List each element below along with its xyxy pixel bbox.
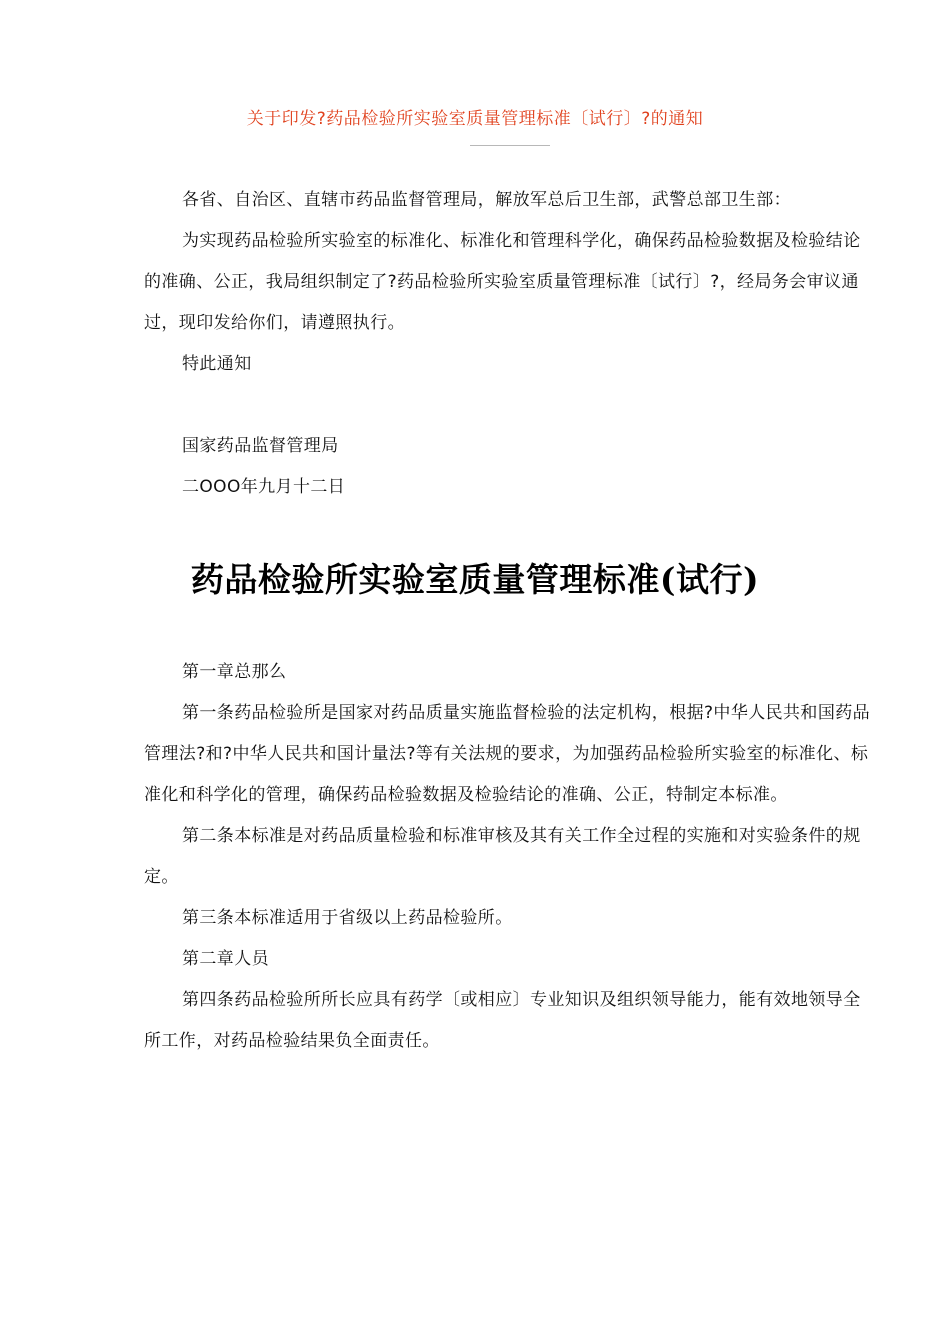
chapter-heading: 第一章总那么 bbox=[182, 662, 287, 682]
article-paragraph: 第一条药品检验所是国家对药品质量实施监督检验的法定机构，根据?中华人民共和国药品管理法?和?中华人民共和国计量法?等有关法规的要求，为加强药品检验所实验室的标准化、标准化和科学化的管理，确保药品检验数据及检验结论的准确、公正，特制定本标准。 bbox=[144, 703, 871, 805]
signature-block bbox=[182, 426, 345, 508]
article-paragraph: 第三条本标准适用于省级以上药品检验所。 bbox=[182, 908, 513, 928]
notice-title: 关于印发?药品检验所实验室质量管理标准〔试行〕?的通知 bbox=[246, 109, 704, 129]
notice-paragraph: 为实现药品检验所实验室的标准化、标准化和管理科学化，确保药品检验数据及检验结论的准确、公正，我局组织制定了?药品检验所实验室质量管理标准〔试行〕?，经局务会审议通过，现印发给你们，请遵照执行。 bbox=[144, 231, 861, 333]
issuer-name: 国家药品监督管理局 bbox=[182, 436, 339, 456]
notice-closing: 特此通知 bbox=[182, 354, 252, 374]
article-paragraph: 第四条药品检验所所长应具有药学〔或相应〕专业知识及组织领导能力，能有效地领导全所工作，对药品检验结果负全面责任。 bbox=[144, 990, 861, 1051]
title-underline bbox=[470, 145, 550, 146]
standard-body bbox=[144, 652, 874, 1062]
issue-date: 二OOO年九月十二日 bbox=[182, 477, 346, 497]
standard-title: 药品检验所实验室质量管理标准(试行) bbox=[190, 560, 760, 599]
article-paragraph: 第二条本标准是对药品质量检验和标准审核及其有关工作全过程的实施和对实验条件的规定。 bbox=[144, 826, 861, 887]
notice-body bbox=[144, 180, 874, 385]
notice-addressee: 各省、自治区、直辖市药品监督管理局，解放军总后卫生部，武警总部卫生部： bbox=[182, 190, 791, 210]
chapter-heading: 第二章人员 bbox=[182, 949, 269, 969]
